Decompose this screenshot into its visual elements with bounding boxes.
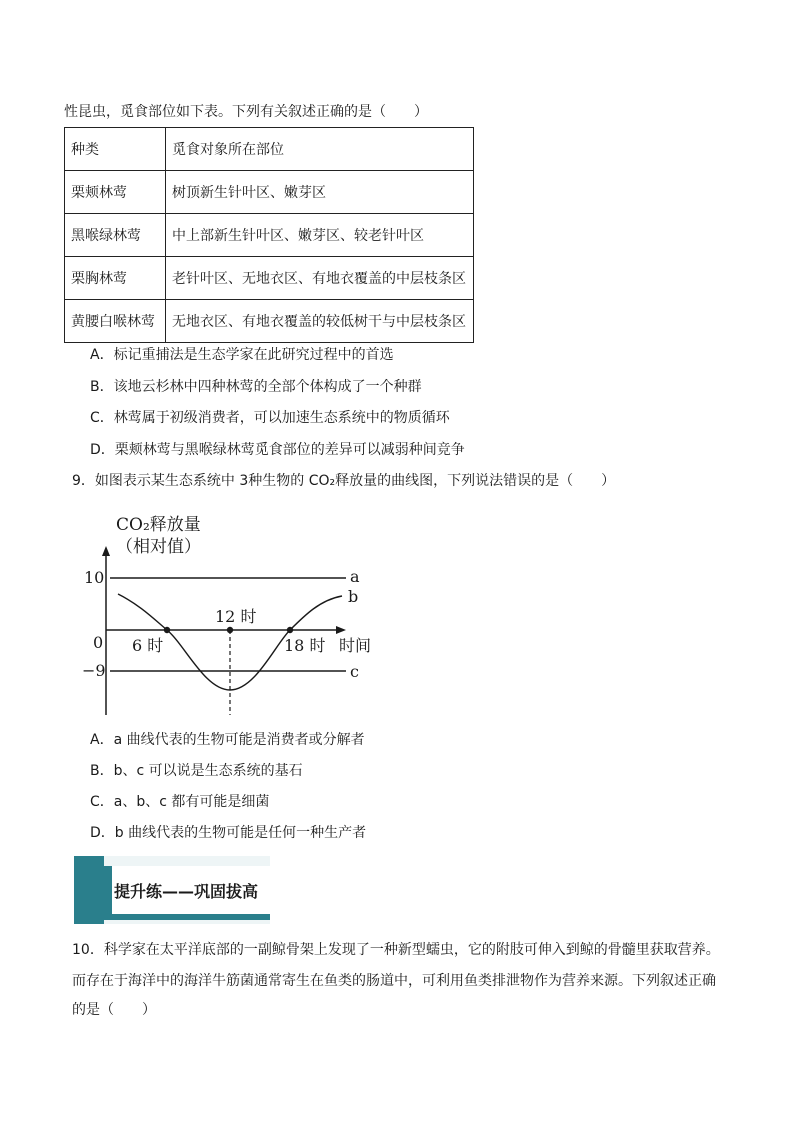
x-axis-title: 时间 (339, 636, 372, 655)
table-cell: 黄腰白喉林莺 (65, 300, 166, 343)
curve-label-a: a (350, 567, 360, 586)
q9-option-d: D．b 曲线代表的生物可能是任何一种生产者 (90, 825, 367, 841)
section-title: 提升练——巩固拔高 (114, 882, 259, 901)
x-mark-6h: 6 时 (132, 636, 164, 655)
table-row (65, 300, 474, 343)
table-cell: 黑喉绿林莺 (65, 214, 166, 257)
q9-option-c: C．a、b、c 都有可能是细菌 (90, 794, 270, 810)
y-axis-arrow (102, 546, 110, 556)
point-6h (164, 627, 170, 633)
y-tick-10: 10 (84, 568, 105, 587)
point-12h (227, 627, 233, 633)
co2-release-chart (80, 510, 380, 720)
chart-y-title-1: CO₂释放量 (116, 515, 201, 535)
table-row (65, 171, 474, 214)
q8-option-a: A．标记重捕法是生态学家在此研究过程中的首选 (90, 347, 394, 363)
table-header-cell: 觅食对象所在部位 (166, 128, 474, 171)
q9-option-b: B．b、c 可以说是生态系统的基石 (90, 763, 303, 779)
chart-y-title-2: （相对值） (116, 537, 201, 557)
table-row (65, 214, 474, 257)
intro-line: 性昆虫，觅食部位如下表。下列有关叙述正确的是（ ） (64, 104, 428, 120)
q10-line-1: 10．科学家在太平洋底部的一副鲸骨架上发现了一种新型蠕虫，它的附肢可伸入到鲸的骨髓里获取营养。 (72, 942, 720, 958)
x-mark-12h: 12 时 (215, 607, 257, 626)
y-tick-0: 0 (93, 633, 104, 652)
q9-stem: 9．如图表示某生态系统中 3种生物的 CO₂释放量的曲线图，下列说法错误的是（ ） (72, 473, 616, 489)
table-cell: 无地衣区、有地衣覆盖的较低树干与中层枝条区 (166, 300, 474, 343)
curve-label-b: b (348, 587, 359, 606)
table-row (65, 257, 474, 300)
y-tick-minus9: −9 (82, 661, 106, 680)
table-header-cell: 种类 (65, 128, 166, 171)
q10-line-2: 而存在于海洋中的海洋牛筋菌通常寄生在鱼类的肠道中，可利用鱼类排泄物作为营养来源。下列叙述正确 (72, 973, 716, 989)
table-cell: 老针叶区、无地衣区、有地衣覆盖的中层枝条区 (166, 257, 474, 300)
x-axis-arrow (336, 626, 346, 634)
curve-label-c: c (350, 662, 359, 681)
q8-option-d: D．栗颊林莺与黑喉绿林莺觅食部位的差异可以减弱种间竞争 (90, 442, 465, 458)
feeding-table (64, 127, 474, 343)
section-banner (74, 856, 270, 924)
table-cell: 中上部新生针叶区、嫩芽区、较老针叶区 (166, 214, 474, 257)
q8-option-b: B．该地云杉林中四种林莺的全部个体构成了一个种群 (90, 379, 422, 395)
q10-line-3: 的是（ ） (72, 1002, 156, 1018)
table-header-row (65, 128, 474, 171)
table-cell: 栗颊林莺 (65, 171, 166, 214)
table-cell: 树顶新生针叶区、嫩芽区 (166, 171, 474, 214)
q8-option-c: C．林莺属于初级消费者，可以加速生态系统中的物质循环 (90, 410, 450, 426)
table-cell: 栗胸林莺 (65, 257, 166, 300)
point-18h (287, 627, 293, 633)
q9-option-a: A．a 曲线代表的生物可能是消费者或分解者 (90, 732, 365, 748)
x-mark-18h: 18 时 (284, 636, 326, 655)
banner-teal-block (74, 856, 104, 924)
